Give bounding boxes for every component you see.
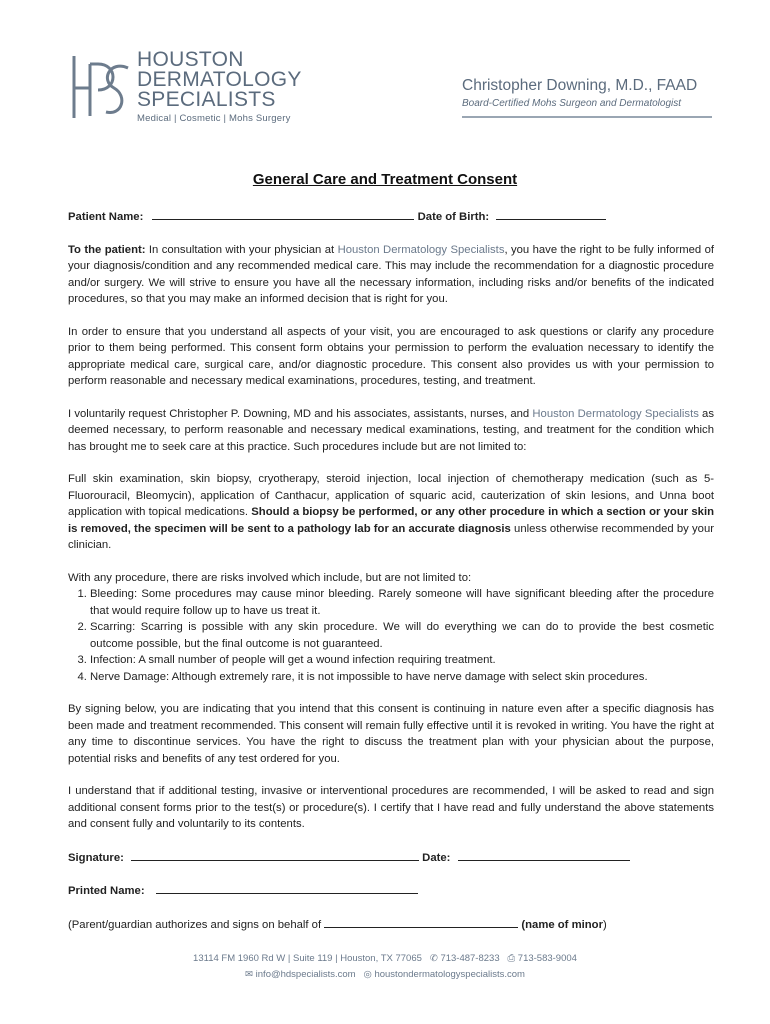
printed-name-label: Printed Name: (68, 885, 145, 897)
email-icon: ✉ (245, 969, 254, 980)
footer-phone: 713-487-8233 (440, 953, 500, 964)
doctor-title: Board-Certified Mohs Surgeon and Dermatologist (462, 98, 681, 109)
minor-label: (name of minor (521, 918, 603, 931)
footer-fax: 713-583-9004 (517, 953, 577, 964)
additional-testing-paragraph: I understand that if additional testing, invasive or interventional procedures are recommended, I will be asked to read and sign additional consent forms prior to the test(s) or procedure(s). I certify that I have read and fully understand the above statements and consent fully and voluntarily to its contents. (68, 785, 714, 830)
risk-item: 2. Scarring: Scarring is possible with any skin procedure. We will do everything we can do to provide the best cosmetic outcome possible, but the final outcome is not guaranteed. (90, 619, 714, 652)
header-divider (462, 116, 712, 118)
intro-text-1: In consultation with your physician at (145, 243, 338, 256)
signature-label: Signature: (68, 851, 124, 864)
request-text-2: as deemed necessary, to perform reasonable and necessary medical examinations, testing, and treatment for the condition which has brought me to seek care at this practice. Such procedures include but are not limited to: (68, 407, 714, 453)
footer-web-row (0, 967, 770, 983)
procedures-end: unless otherwise recommended by your clinician. (68, 522, 714, 551)
risks-intro: With any procedure, there are risks involved which include, but are not limited to: (68, 571, 472, 584)
intro-lead: To the patient: (68, 243, 146, 256)
patient-name-field[interactable] (152, 208, 414, 220)
procedures-text: Full skin examination, skin biopsy, cryotherapy, steroid injection, local injection of chemotherapy medication (such as 5-Fluorouracil, Bleomycin), application of Canthacur, application of squaric acid, cauterization of skin lesions, and Unna boot application with topical medications. (68, 473, 714, 518)
request-paragraph (68, 406, 714, 456)
phone-icon: ✆ (424, 953, 438, 964)
guardian-label: (Parent/guardian authorizes and signs on behalf of (68, 918, 325, 931)
footer-website[interactable]: houstondermatologyspecialists.com (374, 969, 525, 980)
biopsy-notice: Should a biopsy be performed, or any other procedure in which a section or your skin is removed, the specimen will be sent to a pathology lab for an accurate diagnosis (68, 506, 714, 535)
footer-email[interactable]: info@hdspecialists.com (255, 969, 356, 980)
consent-body (68, 208, 714, 949)
risk-item: 3. Infection: A small number of people will get a wound infection requiring treatment. (90, 652, 714, 669)
printed-name-line (68, 882, 714, 900)
logo-wordmark (137, 50, 302, 124)
guardian-line (68, 916, 714, 934)
practice-name: Houston Dermatology Specialists (337, 243, 505, 256)
footer (0, 951, 770, 983)
request-text-1: I voluntarily request Christopher P. Downing, MD and his associates, assistants, nurses, and (68, 407, 533, 420)
logo-line-2: DERMATOLOGY (137, 68, 302, 91)
signature-line (68, 849, 714, 867)
intro-text-2: , you have the right to be fully informed of your diagnosis/condition and any recommended medical care. This may include the recommendation for a diagnostic procedure and/or surgery. We will strive to ensure you have all the necessary information, including risks and/or benefits of the indicated procedures, so that you may make an informed decision that is right for you. (68, 243, 714, 305)
hds-logo-icon (70, 54, 132, 120)
footer-address: 13114 FM 1960 Rd W | Suite 119 | Houston, TX 77065 (193, 953, 422, 964)
doctor-block (462, 77, 712, 118)
page-title: General Care and Treatment Consent (252, 171, 518, 188)
guardian-close: ) (602, 918, 607, 931)
patient-name-label: Patient Name: (68, 211, 144, 223)
printed-name-field[interactable] (156, 882, 418, 894)
date-label: Date: (422, 851, 451, 864)
logo-tagline: Medical | Cosmetic | Mohs Surgery (137, 113, 291, 124)
dob-field[interactable] (496, 208, 606, 220)
intro-paragraph (68, 242, 714, 308)
logo-line-1: HOUSTON (137, 48, 244, 71)
letterhead (0, 0, 770, 140)
practice-name-2: Houston Dermatology Specialists (532, 407, 699, 420)
doctor-name: Christopher Downing, M.D., FAAD (462, 77, 698, 94)
patient-line (68, 208, 714, 226)
risks-list (68, 586, 714, 685)
logo-line-3: SPECIALISTS (137, 88, 276, 111)
risk-item: 4. Nerve Damage: Although extremely rare, it is not impossible to have nerve damage with select skin procedures. (90, 669, 714, 686)
footer-contact-row (0, 951, 770, 967)
fax-icon: ⎙ (502, 953, 516, 964)
date-field[interactable] (458, 849, 630, 861)
dob-label: Date of Birth: (417, 211, 490, 223)
globe-icon: ◎ (358, 969, 372, 980)
procedures-paragraph (68, 471, 714, 554)
continuing-consent-paragraph: By signing below, you are indicating that you intend that this consent is continuing in nature even after a specific diagnosis has been made and treatment recommended. This consent will remain fully effective until it is revoked in writing. You have the right at any time to discontinue services. You have the right to discuss the treatment plan with your physician about the purpose, potential risks and benefits of any test ordered for you. (68, 703, 714, 765)
questions-paragraph: In order to ensure that you understand all aspects of your visit, you are encouraged to ask questions or clarify any procedure prior to them being performed. This consent form obtains your permission to perform the evaluation necessary to identify the appropriate medical care, surgical care, and/or diagnostic procedure. This consent also provides us with your permission to perform reasonable and necessary medical examinations, procedures, testing, and treatment. (68, 325, 714, 387)
risk-item: 1. Bleeding: Some procedures may cause minor bleeding. Rarely someone will have significant bleeding after the procedure that would require follow up to have us treat it. (90, 586, 714, 619)
signature-field[interactable] (131, 849, 419, 861)
minor-name-field[interactable] (324, 916, 518, 928)
